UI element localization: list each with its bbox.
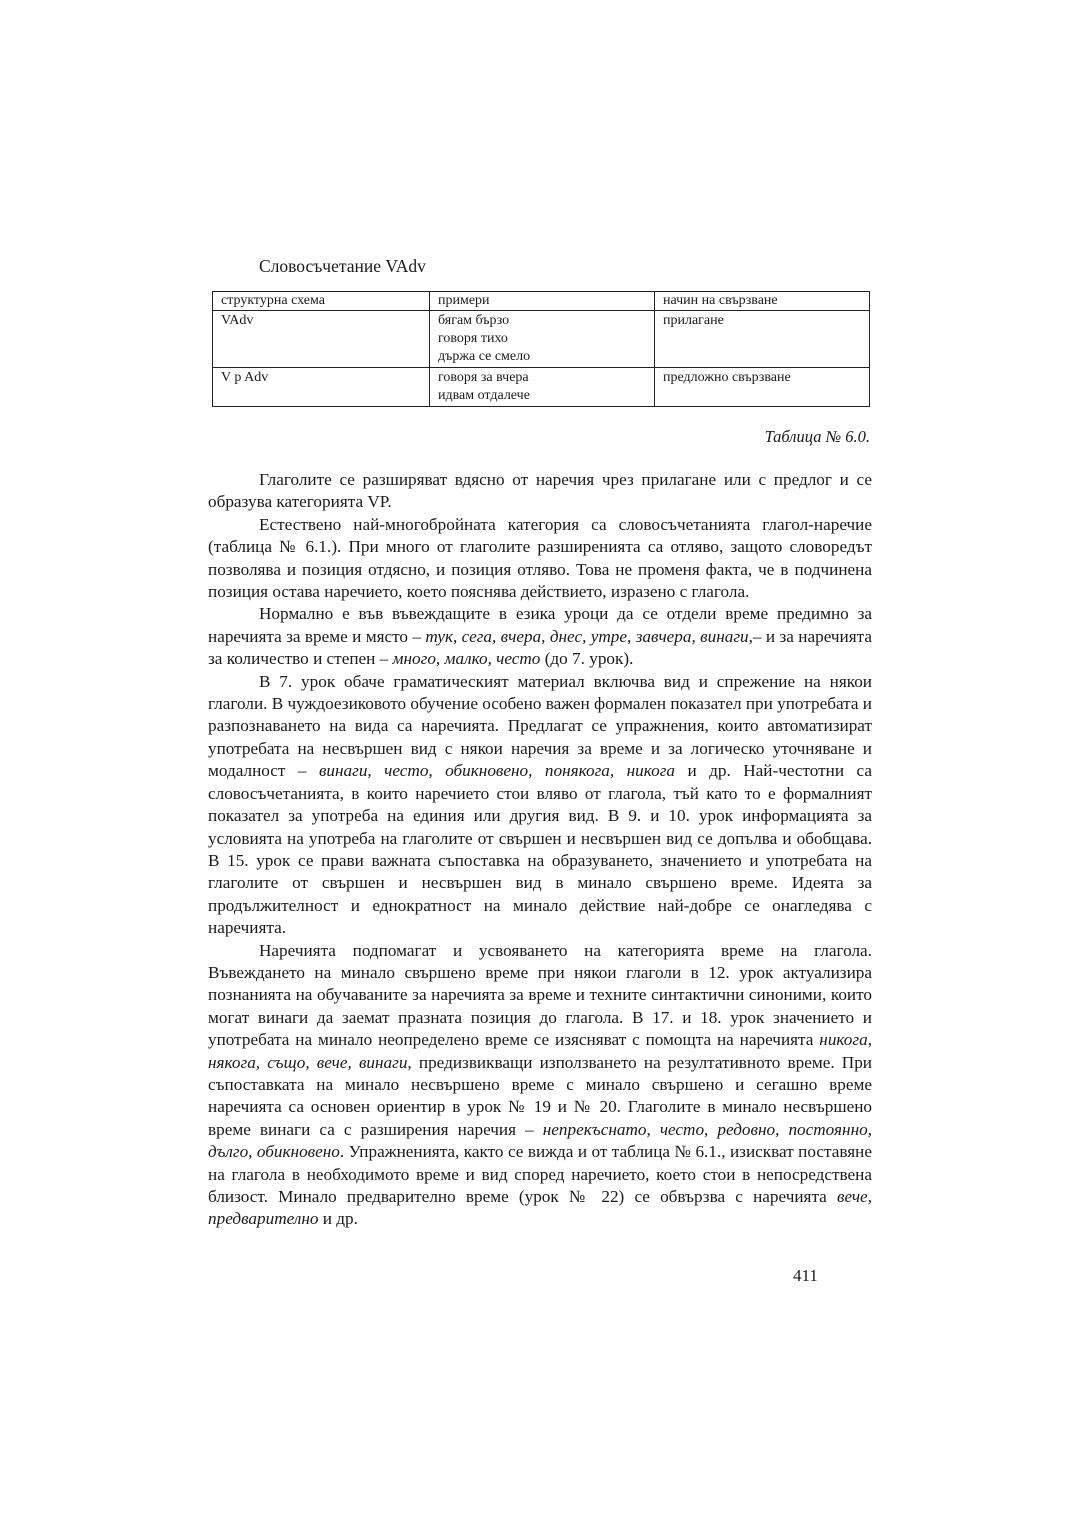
paragraph: Глаголите се разширяват вдясно от наречия чрез прилагане или с предлог и се образува категорията VP. [208, 470, 872, 512]
table-caption: Таблица № 6.0. [764, 427, 870, 446]
cell-schema: V p Adv [213, 368, 430, 407]
table-header-row [213, 292, 870, 311]
italic-examples: тук, сега, вчера, днес, утре, завчера, винаги [425, 626, 749, 646]
text-run: ,– и за наречията за количество и степен – [208, 626, 872, 669]
paragraph [208, 940, 872, 1231]
text-run: и др. Най-честотни са словосъчетанията, в които наречието стои вляво от глагола, тъй като то е формалният показател за употреба на единия или другия вид. В 9. и 10. урок информацията за условията на употреба на глаголите от свършен и несвършен вид се допълва и обобщава. В 15. урок се прави важната съпоставка на образуването, значението и употребата на глаголите от свършен и несвършен вид в минало свършено време. Идеята за продължителност и еднократност на минало действие най-добре се онагледява с наречията. [208, 761, 873, 938]
example-item: държа се смело [438, 349, 531, 364]
italic-examples: непрекъснато, често, редовно, постоянно, дълго, обикновено [208, 1119, 872, 1162]
paragraph: Естествено най-многобройната категория са словосъчетанията глагол-наречие (таблица № 6.1.). При много от глаголите разширенията са отляво, защото словоредът позволява и позиция отдясно, и позиция отляво. Това не променя факта, че в подчинена позиция остава наречието, което пояснява действието, изразено с глагола. [208, 514, 872, 602]
italic-examples: вече, предварително [208, 1187, 872, 1229]
section-title: Словосъчетание VAdv [259, 256, 426, 276]
italic-examples: никога, някога, също, вече, винаги, [208, 1030, 872, 1072]
body-text [208, 469, 872, 1231]
text-run: (до 7. урок). [540, 649, 634, 669]
text-run: Наречията подпомагат и усвояването на категорията време на глагола. Въвеждането на минало свършено време при някои глаголи в 12. урок актуализира познанията на обучаваните за наречията за време и техните синтактични синоними, които могат винаги да заемат празната позиция до глагола. В 17. и 18. урок значението и употребата на минало неопределено време се изясняват с помощта на наречията [208, 940, 872, 1050]
example-item: бягам бързо [438, 313, 510, 328]
header-connection-type: начин на свързване [655, 292, 870, 311]
paragraph [208, 603, 872, 670]
text-run: и др. [318, 1209, 358, 1229]
example-item: говоря за вчера [438, 370, 529, 385]
cell-connection: прилагане [655, 311, 870, 368]
paragraph [208, 671, 872, 940]
page-number: 411 [793, 1266, 818, 1285]
text-run: . Упражненията, както се вижда и от таблица № 6.1., изискват поставяне на глагола в необходимото време и вид според наречието, което стои в непосредствена близост. Минало предварително време (урок № 22) се обвързва с наречията [208, 1142, 872, 1206]
text-run: В 7. урок обаче граматическият материал включва вид и спрежение на някои глаголи. В чуждоезиковото обучение особено важен формален показател при употребата и разпознаването на вида са наречията. Предлагат се упражнения, които автоматизират употребата на несвършен вид с някои наречия за време и за логическо уточняване и модалност – [208, 671, 872, 781]
table-row [213, 311, 870, 368]
header-structural-scheme: структурна схема [213, 292, 430, 311]
combination-table [212, 291, 870, 407]
header-examples: примери [430, 292, 655, 311]
cell-connection: предложно свързване [655, 368, 870, 407]
italic-examples: винаги, често, обикновено, понякога, никога [318, 761, 676, 781]
cell-examples [430, 368, 655, 407]
cell-schema: VAdv [213, 311, 430, 368]
cell-examples [430, 311, 655, 368]
table-row [213, 368, 870, 407]
text-run: Нормално е във въвеждащите в езика уроци да се отдели време предимно за наречията за време и място – [208, 604, 872, 646]
italic-examples: много, малко, често [392, 649, 541, 669]
page-content [208, 255, 872, 1231]
example-item: идвам отдалече [438, 388, 530, 403]
text-run: предизвикващи използването на резултативното време. При съпоставката на минало несвършено време с минало свършено и сегашно време наречията са основен ориентир в урок № 19 и № 20. Глаголите в минало несвършено време винаги са с разширения наречия – [208, 1052, 872, 1139]
example-item: говоря тихо [438, 331, 508, 346]
